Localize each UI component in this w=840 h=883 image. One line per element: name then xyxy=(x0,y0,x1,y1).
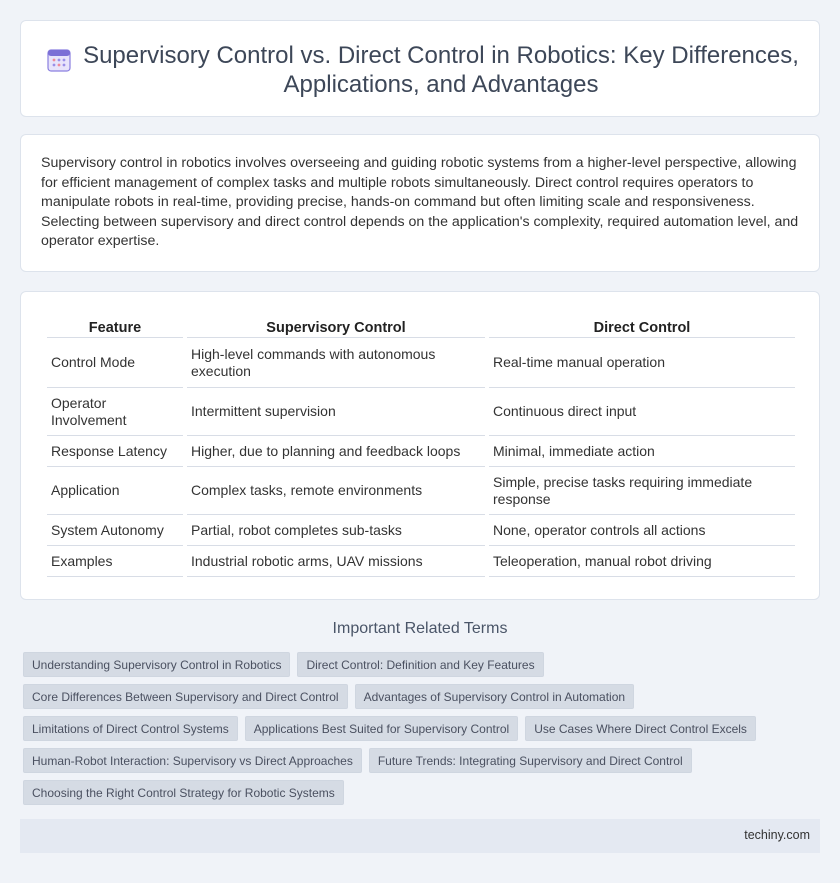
cell-direct: None, operator controls all actions xyxy=(489,515,795,546)
table-row xyxy=(47,515,795,546)
related-term-link[interactable]: Applications Best Suited for Supervisory Control xyxy=(245,716,518,741)
related-term-link[interactable]: Use Cases Where Direct Control Excels xyxy=(525,716,756,741)
cell-supervisory: Intermittent supervision xyxy=(187,388,485,436)
table-row xyxy=(47,467,795,515)
cell-feature: Application xyxy=(47,467,183,515)
cell-feature: Response Latency xyxy=(47,436,183,467)
related-term-link[interactable]: Limitations of Direct Control Systems xyxy=(23,716,238,741)
cell-direct: Teleoperation, manual robot driving xyxy=(489,546,795,577)
related-term-link[interactable]: Core Differences Between Supervisory and Direct Control xyxy=(23,684,348,709)
table-row xyxy=(47,436,795,467)
tag-row xyxy=(23,684,823,709)
related-terms-list xyxy=(23,652,823,812)
cell-feature: Operator Involvement xyxy=(47,388,183,436)
cell-supervisory: High-level commands with autonomous execution xyxy=(187,338,485,388)
cell-supervisory: Higher, due to planning and feedback loops xyxy=(187,436,485,467)
related-terms-title: Important Related Terms xyxy=(332,620,508,637)
cell-direct: Simple, precise tasks requiring immediate response xyxy=(489,467,795,515)
related-term-link[interactable]: Advantages of Supervisory Control in Automation xyxy=(355,684,634,709)
tag-row xyxy=(23,780,823,805)
related-term-link[interactable]: Choosing the Right Control Strategy for Robotic Systems xyxy=(23,780,344,805)
cell-supervisory: Partial, robot completes sub-tasks xyxy=(187,515,485,546)
cell-direct: Continuous direct input xyxy=(489,388,795,436)
table-header-row xyxy=(47,316,795,338)
header-feature: Feature xyxy=(47,316,183,338)
cell-direct: Real-time manual operation xyxy=(489,338,795,388)
related-term-link[interactable]: Human-Robot Interaction: Supervisory vs Direct Approaches xyxy=(23,748,362,773)
cell-feature: Examples xyxy=(47,546,183,577)
intro-paragraph: Supervisory control in robotics involves overseeing and guiding robotic systems from a higher-level perspective, allowing for efficient management of complex tasks and multiple robots simultaneously. Direct control requires operators to manipulate robots in real-time, providing precise, hands-on command but often limiting scale and responsiveness. Selecting between supervisory and direct control depends on the application's complexity, required automation level, and operator expertise. xyxy=(41,155,799,250)
cell-supervisory: Industrial robotic arms, UAV missions xyxy=(187,546,485,577)
header-direct: Direct Control xyxy=(489,316,795,338)
comparison-table xyxy=(43,316,799,577)
cell-feature: Control Mode xyxy=(47,338,183,388)
tag-row xyxy=(23,652,823,677)
page-title: Supervisory Control vs. Direct Control in Robotics: Key Differences, Applications, and Advantages xyxy=(83,41,799,98)
tag-row xyxy=(23,716,823,741)
cell-supervisory: Complex tasks, remote environments xyxy=(187,467,485,515)
header-supervisory: Supervisory Control xyxy=(187,316,485,338)
related-term-link[interactable]: Future Trends: Integrating Supervisory and Direct Control xyxy=(369,748,692,773)
table-row xyxy=(47,388,795,436)
title-card xyxy=(20,20,820,117)
related-term-link[interactable]: Understanding Supervisory Control in Robotics xyxy=(23,652,290,677)
intro-card xyxy=(20,134,820,272)
footer-site-link[interactable]: techiny.com xyxy=(744,828,810,842)
table-row xyxy=(47,338,795,388)
cell-direct: Minimal, immediate action xyxy=(489,436,795,467)
table-row xyxy=(47,546,795,577)
tag-row xyxy=(23,748,823,773)
comparison-card xyxy=(20,291,820,600)
footer xyxy=(20,819,820,853)
related-term-link[interactable]: Direct Control: Definition and Key Features xyxy=(297,652,543,677)
cell-feature: System Autonomy xyxy=(47,515,183,546)
